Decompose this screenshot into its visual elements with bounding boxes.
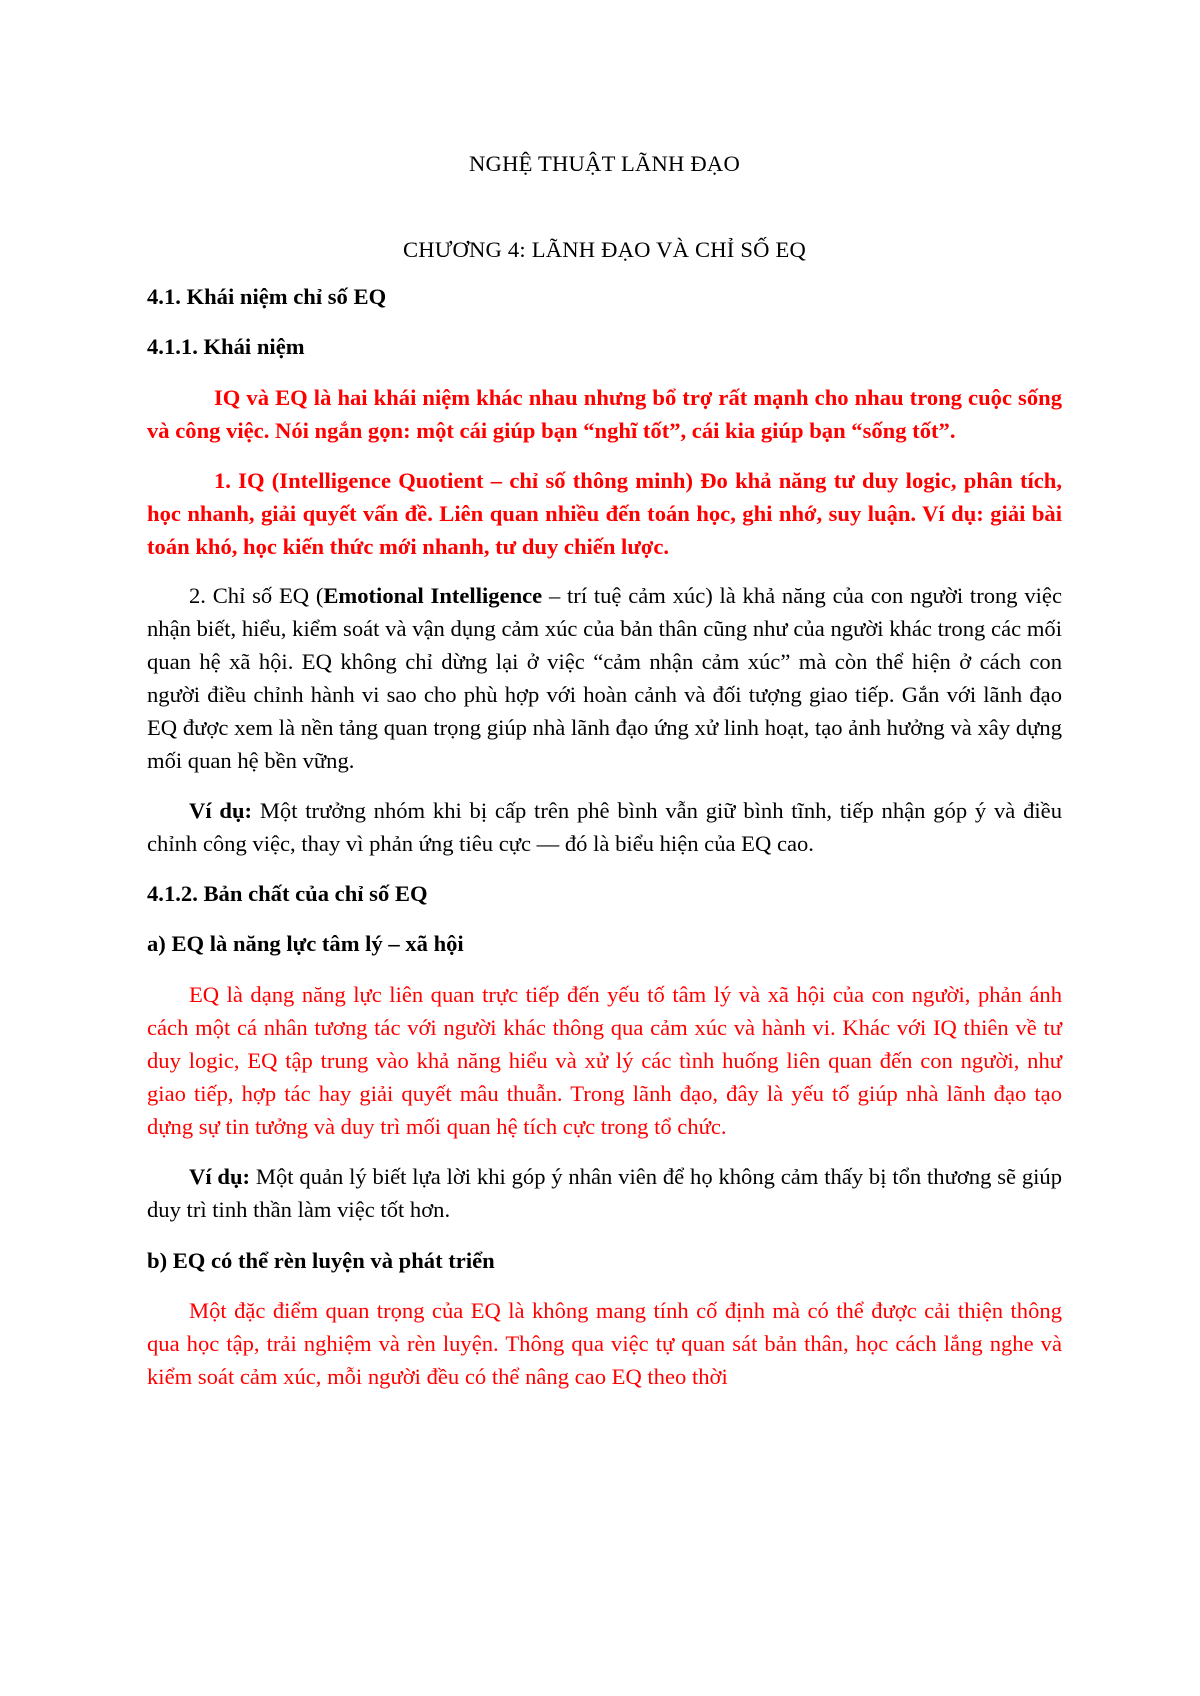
- example-label-2: Ví dụ:: [189, 1164, 251, 1189]
- example-text-1: Một trưởng nhóm khi bị cấp trên phê bình vẫn giữ bình tĩnh, tiếp nhận góp ý và điều chỉnh công việc, thay vì phản ứng tiêu cực — đó là biểu hiện của EQ cao.: [147, 798, 1062, 856]
- section-heading-4-1-2: 4.1.2. Bản chất của chỉ số EQ: [147, 881, 428, 906]
- eq-rest: – trí tuệ cảm xúc) là khả năng của con người trong việc nhận biết, hiểu, kiểm soát và vận dụng cảm xúc của bản thân cũng như của người khác trong các mối quan hệ xã hội. EQ không chỉ dừng lại ở việc “cảm nhận cảm xúc” mà còn thể hiện ở cách con người điều chỉnh hành vi sao cho phù hợp với hoàn cảnh và đối tượng giao tiếp. Gắn với lãnh đạo EQ được xem là nền tảng quan trọng giúp nhà lãnh đạo ứng xử linh hoạt, tạo ảnh hưởng và xây dựng mối quan hệ bền vững.: [147, 583, 1062, 773]
- subheading-b: b) EQ có thể rèn luyện và phát triển: [147, 1248, 495, 1273]
- example-paragraph-1: [147, 794, 1062, 860]
- intro-paragraph: IQ và EQ là hai khái niệm khác nhau nhưng bổ trợ rất mạnh cho nhau trong cuộc sống và công việc. Nói ngắn gọn: một cái giúp bạn “nghĩ tốt”, cái kia giúp bạn “sống tốt”.: [147, 385, 1062, 443]
- document-title: NGHỆ THUẬT LÃNH ĐẠO: [469, 151, 740, 176]
- section-heading-4-1-1: 4.1.1. Khái niệm: [147, 334, 305, 359]
- example-label-1: Ví dụ:: [189, 798, 253, 823]
- eq-lead: 2. Chỉ số EQ (: [189, 583, 324, 608]
- paragraph-b: Một đặc điểm quan trọng của EQ là không mang tính cố định mà có thể được cải thiện thông qua học tập, trải nghiệm và rèn luyện. Thông qua việc tự quan sát bản thân, học cách lắng nghe và kiểm soát cảm xúc, mỗi người đều có thể nâng cao EQ theo thời: [147, 1298, 1062, 1389]
- iq-paragraph: 1. IQ (Intelligence Quotient – chỉ số thông minh) Đo khả năng tư duy logic, phân tích, học nhanh, giải quyết vấn đề. Liên quan nhiều đến toán học, ghi nhớ, suy luận. Ví dụ: giải bài toán khó, học kiến thức mới nhanh, tư duy chiến lược.: [147, 468, 1062, 559]
- chapter-title: CHƯƠNG 4: LÃNH ĐẠO VÀ CHỈ SỐ EQ: [402, 237, 806, 262]
- subheading-a: a) EQ là năng lực tâm lý – xã hội: [147, 931, 464, 956]
- section-heading-4-1: 4.1. Khái niệm chỉ số EQ: [147, 284, 387, 309]
- eq-term: Emotional Intelligence: [323, 583, 543, 608]
- example-paragraph-2: [147, 1160, 1062, 1226]
- example-text-2: Một quản lý biết lựa lời khi góp ý nhân viên để họ không cảm thấy bị tổn thương sẽ giúp duy trì tinh thần làm việc tốt hơn.: [147, 1164, 1062, 1222]
- paragraph-a: EQ là dạng năng lực liên quan trực tiếp đến yếu tố tâm lý và xã hội của con người, phản ánh cách một cá nhân tương tác với người khác thông qua cảm xúc và hành vi. Khác với IQ thiên về tư duy logic, EQ tập trung vào khả năng hiểu và xử lý các tình huống liên quan đến con người, như giao tiếp, hợp tác hay giải quyết mâu thuẫn. Trong lãnh đạo, đây là yếu tố giúp nhà lãnh đạo tạo dựng sự tin tưởng và duy trì mối quan hệ tích cực trong tổ chức.: [147, 982, 1062, 1139]
- document-page: [147, 140, 1062, 1393]
- eq-paragraph: [147, 579, 1062, 777]
